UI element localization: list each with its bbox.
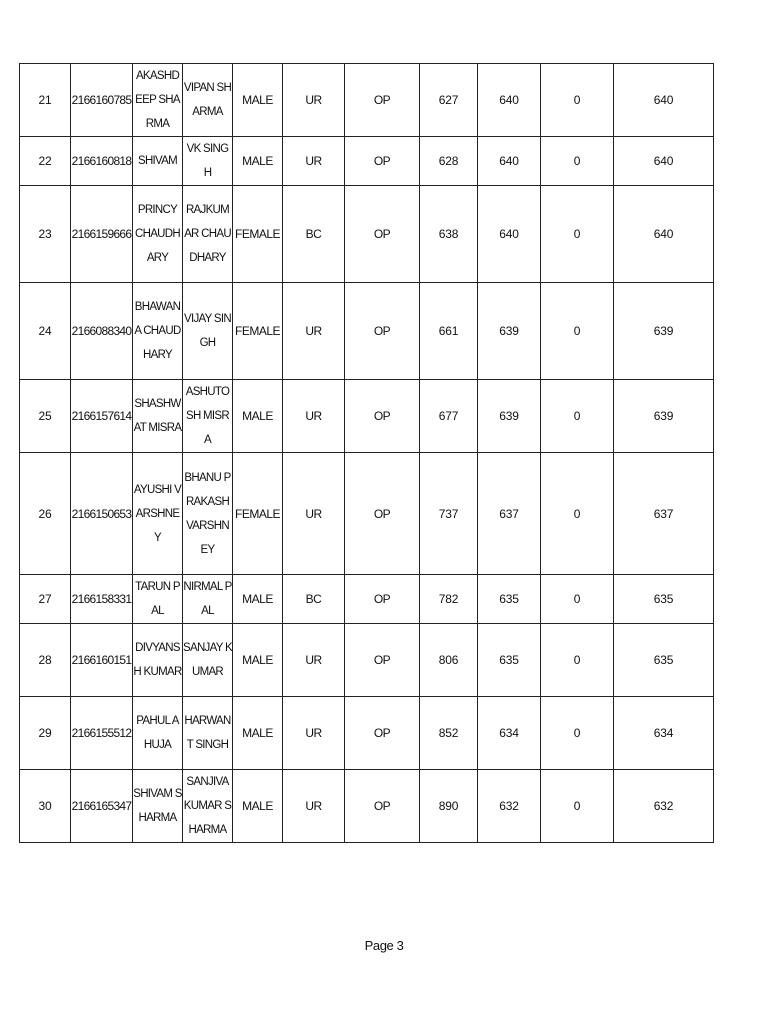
quota-cell: OP: [345, 697, 420, 770]
category-cell: UR: [283, 624, 345, 697]
rank-cell: 638: [420, 186, 478, 283]
marks-cell: 632: [478, 770, 541, 843]
serial-number-cell: 30: [20, 770, 71, 843]
table-row: [20, 697, 714, 770]
page-number: Page 3: [364, 938, 404, 953]
category-cell: UR: [283, 283, 345, 380]
category-cell: UR: [283, 64, 345, 137]
table-row: [20, 283, 714, 380]
category-cell: BC: [283, 186, 345, 283]
gender-cell: MALE: [233, 380, 283, 453]
gender-cell: MALE: [233, 575, 283, 624]
category-cell: BC: [283, 575, 345, 624]
extra-marks-cell: 0: [541, 64, 614, 137]
serial-number-cell: 26: [20, 453, 71, 575]
rank-cell: 737: [420, 453, 478, 575]
category-cell: UR: [283, 770, 345, 843]
table-row: [20, 64, 714, 137]
quota-cell: OP: [345, 186, 420, 283]
father-name-cell: ASHUTOSH MISRA: [183, 380, 233, 453]
total-marks-cell: 640: [614, 186, 714, 283]
marks-cell: 634: [478, 697, 541, 770]
total-marks-cell: 637: [614, 453, 714, 575]
rank-cell: 852: [420, 697, 478, 770]
extra-marks-cell: 0: [541, 624, 614, 697]
father-name-cell: VIPAN SHARMA: [183, 64, 233, 137]
rank-cell: 782: [420, 575, 478, 624]
roll-number-cell: 2166088340: [71, 283, 133, 380]
rank-cell: 806: [420, 624, 478, 697]
roll-number-cell: 2166165347: [71, 770, 133, 843]
candidate-name-cell: SHASHWAT MISRA: [133, 380, 183, 453]
gender-cell: MALE: [233, 770, 283, 843]
total-marks-cell: 635: [614, 624, 714, 697]
marks-cell: 639: [478, 283, 541, 380]
quota-cell: OP: [345, 770, 420, 843]
extra-marks-cell: 0: [541, 186, 614, 283]
table-row: [20, 380, 714, 453]
table-row: [20, 575, 714, 624]
candidate-name-cell: AYUSHI VARSHNEY: [133, 453, 183, 575]
rank-cell: 627: [420, 64, 478, 137]
marks-cell: 635: [478, 624, 541, 697]
marks-cell: 640: [478, 64, 541, 137]
table-row: [20, 453, 714, 575]
serial-number-cell: 21: [20, 64, 71, 137]
gender-cell: MALE: [233, 137, 283, 186]
serial-number-cell: 29: [20, 697, 71, 770]
gender-cell: FEMALE: [233, 453, 283, 575]
merit-list-table: [19, 63, 714, 843]
extra-marks-cell: 0: [541, 380, 614, 453]
gender-cell: MALE: [233, 697, 283, 770]
quota-cell: OP: [345, 137, 420, 186]
quota-cell: OP: [345, 624, 420, 697]
category-cell: UR: [283, 137, 345, 186]
category-cell: UR: [283, 697, 345, 770]
roll-number-cell: 2166160785: [71, 64, 133, 137]
rank-cell: 628: [420, 137, 478, 186]
father-name-cell: VIJAY SINGH: [183, 283, 233, 380]
rank-cell: 890: [420, 770, 478, 843]
category-cell: UR: [283, 380, 345, 453]
total-marks-cell: 635: [614, 575, 714, 624]
father-name-cell: BHANU PRAKASH VARSHNEY: [183, 453, 233, 575]
marks-cell: 640: [478, 137, 541, 186]
total-marks-cell: 639: [614, 283, 714, 380]
serial-number-cell: 23: [20, 186, 71, 283]
extra-marks-cell: 0: [541, 770, 614, 843]
roll-number-cell: 2166158331: [71, 575, 133, 624]
rank-cell: 661: [420, 283, 478, 380]
gender-cell: MALE: [233, 624, 283, 697]
marks-cell: 640: [478, 186, 541, 283]
candidate-name-cell: DIVYANSH KUMAR: [133, 624, 183, 697]
candidate-name-cell: SHIVAM SHARMA: [133, 770, 183, 843]
father-name-cell: HARWANT SINGH: [183, 697, 233, 770]
quota-cell: OP: [345, 575, 420, 624]
gender-cell: FEMALE: [233, 283, 283, 380]
quota-cell: OP: [345, 64, 420, 137]
table-row: [20, 770, 714, 843]
candidate-name-cell: AKASHDEEP SHARMA: [133, 64, 183, 137]
candidate-name-cell: BHAWANA CHAUDHARY: [133, 283, 183, 380]
extra-marks-cell: 0: [541, 283, 614, 380]
total-marks-cell: 634: [614, 697, 714, 770]
roll-number-cell: 2166155512: [71, 697, 133, 770]
total-marks-cell: 639: [614, 380, 714, 453]
candidate-name-cell: PRINCY CHAUDHARY: [133, 186, 183, 283]
serial-number-cell: 28: [20, 624, 71, 697]
father-name-cell: RAJKUMAR CHAUDHARY: [183, 186, 233, 283]
candidate-name-cell: TARUN PAL: [133, 575, 183, 624]
candidate-name-cell: SHIVAM: [133, 137, 183, 186]
father-name-cell: SANJIVA KUMAR SHARMA: [183, 770, 233, 843]
extra-marks-cell: 0: [541, 137, 614, 186]
father-name-cell: VK SINGH: [183, 137, 233, 186]
serial-number-cell: 22: [20, 137, 71, 186]
father-name-cell: SANJAY KUMAR: [183, 624, 233, 697]
category-cell: UR: [283, 453, 345, 575]
extra-marks-cell: 0: [541, 697, 614, 770]
table-row: [20, 137, 714, 186]
gender-cell: FEMALE: [233, 186, 283, 283]
serial-number-cell: 27: [20, 575, 71, 624]
roll-number-cell: 2166160151: [71, 624, 133, 697]
total-marks-cell: 640: [614, 137, 714, 186]
roll-number-cell: 2166159666: [71, 186, 133, 283]
roll-number-cell: 2166157614: [71, 380, 133, 453]
serial-number-cell: 24: [20, 283, 71, 380]
extra-marks-cell: 0: [541, 575, 614, 624]
gender-cell: MALE: [233, 64, 283, 137]
roll-number-cell: 2166160818: [71, 137, 133, 186]
table-row: [20, 186, 714, 283]
quota-cell: OP: [345, 380, 420, 453]
total-marks-cell: 640: [614, 64, 714, 137]
marks-cell: 635: [478, 575, 541, 624]
quota-cell: OP: [345, 453, 420, 575]
total-marks-cell: 632: [614, 770, 714, 843]
serial-number-cell: 25: [20, 380, 71, 453]
table-row: [20, 624, 714, 697]
marks-cell: 639: [478, 380, 541, 453]
rank-cell: 677: [420, 380, 478, 453]
extra-marks-cell: 0: [541, 453, 614, 575]
quota-cell: OP: [345, 283, 420, 380]
marks-cell: 637: [478, 453, 541, 575]
father-name-cell: NIRMAL PAL: [183, 575, 233, 624]
roll-number-cell: 2166150653: [71, 453, 133, 575]
candidate-name-cell: PAHUL AHUJA: [133, 697, 183, 770]
